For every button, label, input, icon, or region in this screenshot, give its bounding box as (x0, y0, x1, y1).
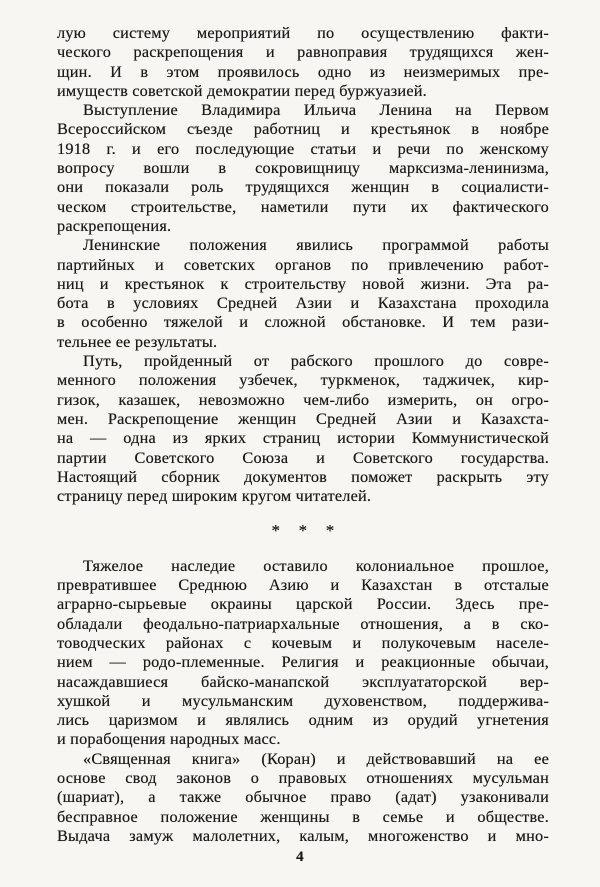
text-line: товодческих районах с кочевым и полукочевым населе- (57, 632, 549, 652)
text-line: 1918 г. и его последующие статьи и речи по женскому (57, 138, 549, 158)
text-line: бесправное положение женщины в семье и обществе. (57, 806, 549, 826)
text-line: мен. Раскрепощение женщин Средней Азии и Казахста- (57, 408, 549, 428)
text-line: партии Советского Союза и Советского государства. (57, 447, 549, 467)
text-line: Ленинские положения явились программой работы (83, 235, 549, 255)
text-line: (шариат), а также обычное право (адат) узаконивали (57, 787, 549, 807)
text-line: щин. И в этом проявилось одно из неизмеримых пре- (57, 61, 549, 81)
text-line: в особенно тяжелой и сложной обстановке. И тем рази- (57, 312, 549, 332)
paragraph (57, 556, 549, 749)
text-line: Настоящий сборник документов поможет раскрыть эту (57, 466, 549, 486)
text-line: гизок, казашек, невозможно чем-либо измерить, он огро- (57, 389, 549, 409)
text-line: «Священная книга» (Коран) и действовавший на ее (83, 748, 549, 768)
text-line: имуществ советской демократии перед буржуазией. (57, 80, 427, 100)
text-line: страницу перед широким кругом читателей. (57, 486, 372, 506)
intro-section (57, 23, 549, 505)
paragraph (57, 351, 549, 505)
text-line: Выдача замуж малолетних, калым, многоженство и мно- (57, 825, 549, 845)
text-line: нием — родо-племенные. Религия и реакционные обычаи, (57, 652, 549, 672)
text-line: Путь, пройденный от рабского прошлого до совре- (83, 351, 549, 371)
text-line: раскрепощения. (57, 215, 172, 235)
paragraph (57, 235, 549, 351)
text-line: обладали феодально-патриархальные отношения, а в ско- (57, 613, 549, 633)
text-line: превратившее Среднюю Азию и Казахстан в отсталые (57, 575, 549, 595)
text-line: партийных и советских органов по привлечению работ- (57, 254, 549, 274)
text-line: и порабощения народных масс. (57, 729, 281, 749)
page-number: 4 (296, 849, 304, 865)
text-line: тельнее ее результаты. (57, 331, 218, 351)
text-line: Выступление Владимира Ильича Ленина на Первом (83, 100, 549, 120)
text-line: на — одна из ярких страниц истории Коммунистической (57, 428, 549, 448)
text-line: бота в условиях Средней Азии и Казахстана проходила (57, 293, 549, 313)
text-line: хушкой и мусульманским духовенством, поддержива- (57, 690, 549, 710)
text-line: вопросу вошли в сокровищницу марксизма-ленинизма, (57, 158, 549, 178)
paragraph (57, 100, 549, 235)
main-section (57, 556, 549, 845)
text-line: менного положения узбечек, туркменок, таджичек, кир- (57, 370, 549, 390)
text-line: насаждавшиеся байско-манапской эксплуататорской вер- (57, 671, 549, 691)
text-line: ческом строительстве, наметили пути их фактического (57, 196, 549, 216)
section-separator: * * * (271, 521, 335, 541)
text-line: основе свод законов о правовых отношениях мусульман (57, 767, 549, 787)
paragraph (57, 23, 549, 100)
paragraph (57, 749, 549, 845)
text-line: Тяжелое наследие оставило колониальное прошлое, (83, 555, 549, 575)
text-line: лись царизмом и являлись одним из орудий угнетения (57, 710, 549, 730)
text-line: ниц и крестьянок к строительству новой жизни. Эта ра- (57, 273, 549, 293)
text-line: лую систему мероприятий по осуществлению факти- (57, 23, 549, 42)
page-body (57, 23, 549, 845)
text-line: они показали роль трудящихся женщин в социалисти- (57, 177, 549, 197)
text-line: Всероссийском съезде работниц и крестьянок в ноябре (57, 119, 549, 139)
text-line: аграрно-сырьевые окраины царской России. Здесь пре- (57, 594, 549, 614)
text-line: ческого раскрепощения и равноправия трудящихся жен- (57, 42, 549, 62)
